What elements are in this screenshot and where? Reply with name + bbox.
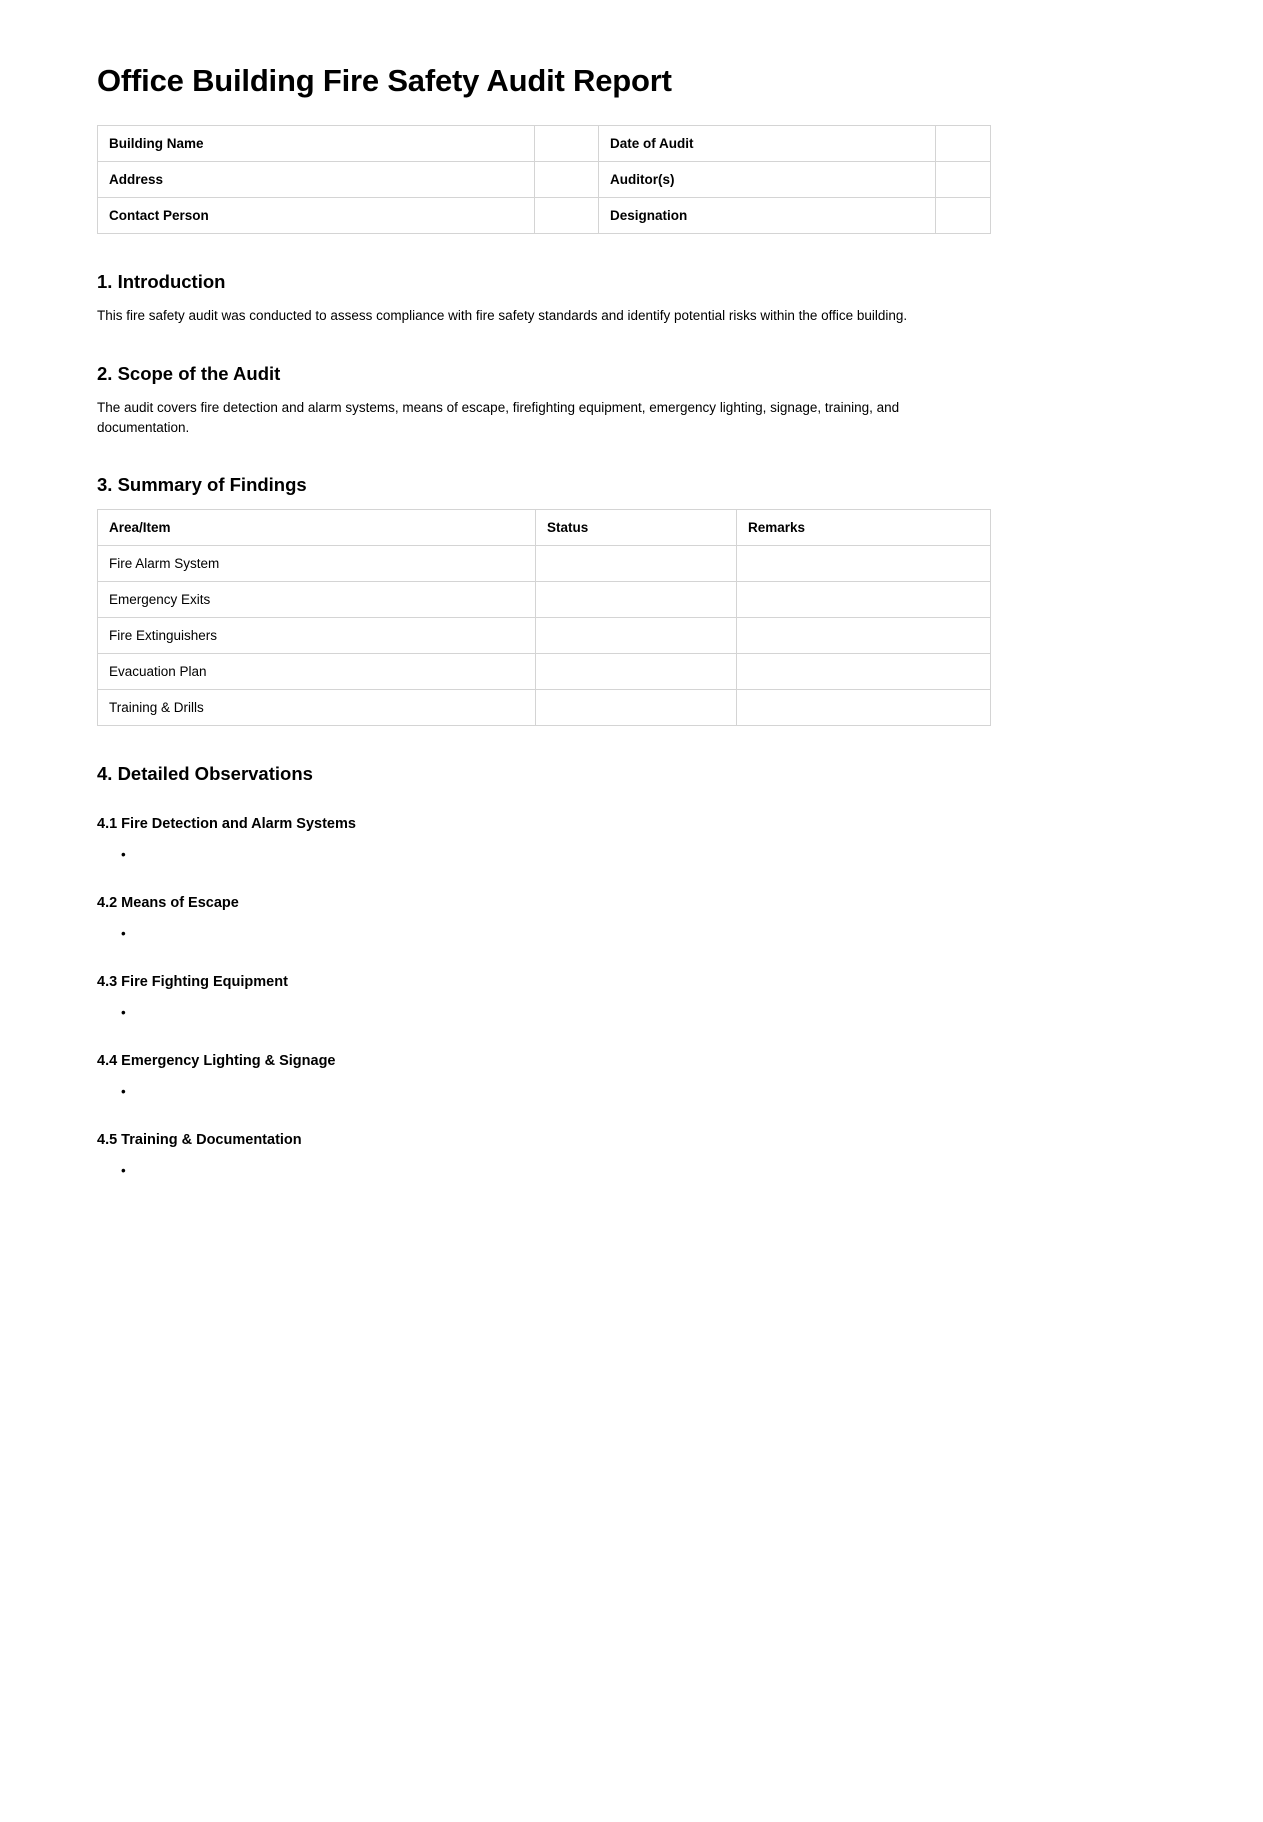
section-body-scope: The audit covers fire detection and alarm systems, means of escape, firefighting equipment, emergency lighting, signage, training, and documentation. [97, 400, 900, 435]
findings-remarks-fire-alarm-system[interactable] [737, 546, 991, 582]
observation-list-4-3 [97, 1005, 1166, 1022]
findings-area-fire-alarm-system: Fire Alarm System [98, 546, 536, 582]
info-value-building-name[interactable] [535, 126, 599, 162]
page-title: Office Building Fire Safety Audit Report [97, 63, 672, 98]
section-heading-detailed-observations: 4. Detailed Observations [97, 763, 313, 785]
observation-list-4-2 [97, 926, 1166, 943]
list-item[interactable] [137, 847, 1166, 864]
findings-status-fire-alarm-system[interactable] [536, 546, 737, 582]
info-value-contact-person[interactable] [535, 198, 599, 234]
table-header-row [98, 510, 991, 546]
summary-of-findings-table [97, 509, 991, 726]
info-value-auditors[interactable] [936, 162, 991, 198]
table-row [98, 654, 991, 690]
subsection-heading-4-3: 4.3 Fire Fighting Equipment [97, 974, 288, 991]
findings-status-fire-extinguishers[interactable] [536, 618, 737, 654]
building-info-table [97, 125, 991, 234]
list-item[interactable] [137, 1005, 1166, 1022]
column-header-area-item: Area/Item [98, 510, 536, 546]
observation-list-4-5 [97, 1163, 1166, 1180]
info-value-date-of-audit[interactable] [936, 126, 991, 162]
observation-list-4-1 [97, 847, 1166, 864]
info-label-date-of-audit: Date of Audit [599, 126, 936, 162]
table-row [98, 618, 991, 654]
section-heading-scope: 2. Scope of the Audit [97, 362, 281, 384]
table-row [98, 690, 991, 726]
findings-remarks-emergency-exits[interactable] [737, 582, 991, 618]
section-body-introduction: This fire safety audit was conducted to assess compliance with fire safety standards and identify potential risks within the office building. [97, 308, 908, 324]
findings-remarks-evacuation-plan[interactable] [737, 654, 991, 690]
findings-area-evacuation-plan: Evacuation Plan [98, 654, 536, 690]
section-heading-summary: 3. Summary of Findings [97, 474, 307, 496]
list-item[interactable] [137, 1084, 1166, 1101]
list-item[interactable] [137, 926, 1166, 943]
column-header-status: Status [536, 510, 737, 546]
findings-status-evacuation-plan[interactable] [536, 654, 737, 690]
findings-area-fire-extinguishers: Fire Extinguishers [98, 618, 536, 654]
list-item[interactable] [137, 1163, 1166, 1180]
column-header-remarks: Remarks [737, 510, 991, 546]
findings-status-emergency-exits[interactable] [536, 582, 737, 618]
findings-area-training-drills: Training & Drills [98, 690, 536, 726]
findings-status-training-drills[interactable] [536, 690, 737, 726]
table-row [98, 126, 991, 162]
info-value-address[interactable] [535, 162, 599, 198]
subsection-heading-4-5: 4.5 Training & Documentation [97, 1131, 302, 1148]
observation-list-4-4 [97, 1084, 1166, 1101]
subsection-heading-4-4: 4.4 Emergency Lighting & Signage [97, 1052, 336, 1069]
subsection-heading-4-1: 4.1 Fire Detection and Alarm Systems [97, 816, 356, 833]
table-row [98, 162, 991, 198]
info-label-address: Address [98, 162, 535, 198]
info-label-building-name: Building Name [98, 126, 535, 162]
table-row [98, 198, 991, 234]
info-label-designation: Designation [599, 198, 936, 234]
findings-remarks-training-drills[interactable] [737, 690, 991, 726]
section-heading-introduction: 1. Introduction [97, 271, 226, 293]
table-row [98, 582, 991, 618]
findings-remarks-fire-extinguishers[interactable] [737, 618, 991, 654]
info-label-auditors: Auditor(s) [599, 162, 936, 198]
info-label-contact-person: Contact Person [98, 198, 535, 234]
info-value-designation[interactable] [936, 198, 991, 234]
subsection-heading-4-2: 4.2 Means of Escape [97, 895, 239, 912]
findings-area-emergency-exits: Emergency Exits [98, 582, 536, 618]
table-row [98, 546, 991, 582]
